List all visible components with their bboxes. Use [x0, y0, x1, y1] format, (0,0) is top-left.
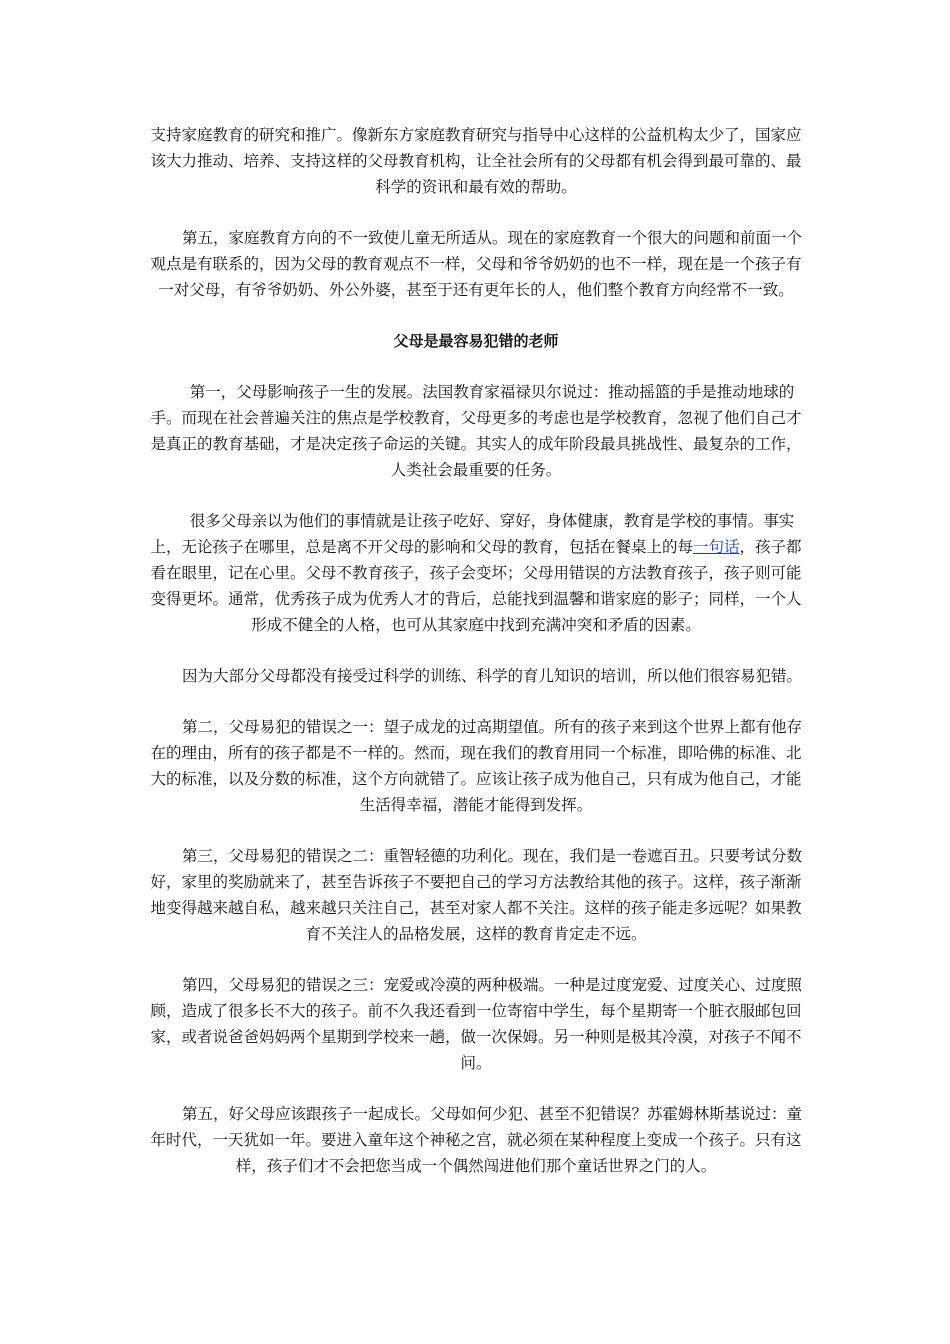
- paragraph-many-parents-text-after: ，孩子都看在眼里，记在心里。父母不教育孩子，孩子会变坏；父母用错误的方法教育孩子，孩子则可能变得更坏。通常，优秀孩子成为优秀人才的背后，总能找到温馨和谐家庭的影子；同样，一个人形成不健全的人格，也可从其家庭中找到充满冲突和矛盾的因素。: [150, 538, 802, 634]
- paragraph-many-parents-text-before: 很多父母亲以为他们的事情就是让孩子吃好、穿好，身体健康，教育是学校的事情。事实上，无论孩子在哪里，总是离不开父母的影响和父母的教育，包括在餐桌上的每: [150, 512, 795, 556]
- paragraph-intro-text: 支持家庭教育的研究和推广。像新东方家庭教育研究与指导中心这样的公益机构太少了，国家应该大力推动、培养、支持这样的父母教育机构，让全社会所有的父母都有机会得到最可靠的、最科学的资讯和最有效的帮助。: [150, 126, 802, 196]
- paragraph-because-text: 因为大部分父母都没有接受过科学的训练、科学的育儿知识的培训，所以他们很容易犯错。: [181, 667, 802, 685]
- paragraph-because: [143, 663, 809, 689]
- paragraph-fifth-grow-text: 第五，好父母应该跟孩子一起成长。父母如何少犯、甚至不犯错误？苏霍姆林斯基说过：童年时代，一天犹如一年。要进入童年这个神秘之宫，就必须在某种程度上变成一个孩子。只有这样，孩子们才不会把您当成一个偶然闯进他们那个童话世界之门的人。: [150, 1105, 802, 1175]
- paragraph-first: [143, 379, 809, 483]
- paragraph-intro: [143, 122, 809, 200]
- paragraph-third-text: 第三，父母易犯的错误之二：重智轻德的功利化。现在，我们是一卷遮百丑。只要考试分数好，家里的奖励就来了，甚至告诉孩子不要把自己的学习方法教给其他的孩子。这样，孩子渐渐地变得越来越自私，越来越只关注自己，甚至对家人都不关注。这样的孩子能走多远呢？如果教育不关注人的品格发展，这样的教育肯定走不远。: [150, 847, 802, 943]
- paragraph-fifth-grow: [143, 1101, 809, 1179]
- paragraph-many-parents: [143, 508, 809, 638]
- paragraph-fourth: [143, 972, 809, 1076]
- section-heading: 父母是最容易犯错的老师: [393, 332, 559, 350]
- paragraph-fourth-text: 第四，父母易犯的错误之三：宠爱或冷漠的两种极端。一种是过度宠爱、过度关心、过度照顾，造成了很多长不大的孩子。前不久我还看到一位寄宿中学生，每个星期寄一个脏衣服邮包回家，或者说爸爸妈妈两个星期到学校来一趟，做一次保姆。另一种则是极其冷漠，对孩子不闻不问。: [150, 976, 802, 1072]
- one-sentence-link[interactable]: 一句话: [692, 538, 740, 556]
- document-page: [143, 122, 809, 1204]
- paragraph-fifth-inconsistency-text: 第五，家庭教育方向的不一致使儿童无所适从。现在的家庭教育一个很大的问题和前面一个观点是有联系的，因为父母的教育观点不一样，父母和爷爷奶奶的也不一样，现在是一个孩子有一对父母，有爷爷奶奶、外公外婆，甚至于还有更年长的人，他们整个教育方向经常不一致。: [150, 229, 802, 299]
- paragraph-third: [143, 843, 809, 947]
- paragraph-second-text: 第二，父母易犯的错误之一：望子成龙的过高期望值。所有的孩子来到这个世界上都有他存在的理由，所有的孩子都是不一样的。然而，现在我们的教育用同一个标准，即哈佛的标准、北大的标准，以及分数的标准，这个方向就错了。应该让孩子成为他自己，只有成为他自己，才能生活得幸福，潜能才能得到发挥。: [150, 718, 802, 814]
- paragraph-second: [143, 714, 809, 818]
- paragraph-fifth-inconsistency: [143, 225, 809, 303]
- paragraph-first-text: 第一，父母影响孩子一生的发展。法国教育家福禄贝尔说过：推动摇篮的手是推动地球的手。而现在社会普遍关注的焦点是学校教育，父母更多的考虑也是学校教育，忽视了他们自己才是真正的教育基础，才是决定孩子命运的关键。其实人的成年阶段最具挑战性、最复杂的工作，人类社会最重要的任务。: [150, 383, 802, 479]
